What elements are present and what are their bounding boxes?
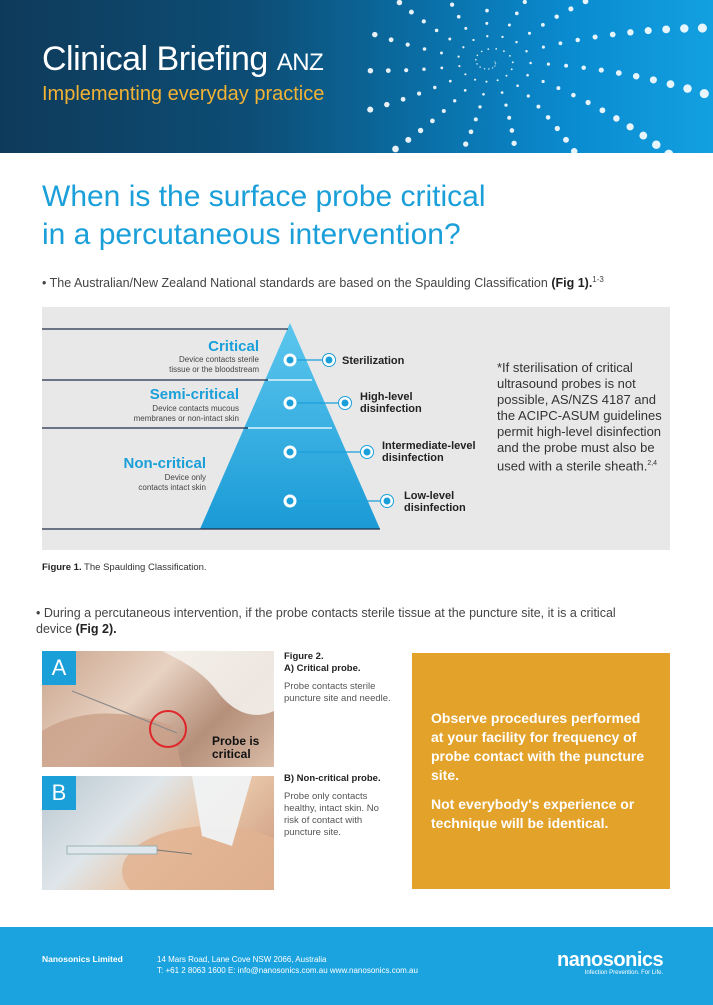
connector-1 — [284, 354, 336, 367]
figure-spaulding — [42, 307, 670, 550]
badge-b: B — [42, 776, 76, 810]
figure2-a-text: Figure 2. A) Critical probe. Probe contacts sterile puncture site and needle. — [284, 651, 391, 704]
level-critical-desc: Device contacts sterile tissue or the bloodstream — [169, 355, 259, 374]
header-title: Clinical Briefing ANZ — [42, 40, 324, 78]
badge-a: A — [42, 651, 76, 685]
callout-box: Observe procedures performed at your facility for frequency of probe contact with the puncture site. Not everybody's experience or technique will be identical. — [412, 653, 670, 889]
level-non-critical: Non-critical — [123, 455, 206, 472]
page-title: When is the surface probe critical in a percutaneous intervention? — [42, 180, 486, 251]
footer-address: 14 Mars Road, Lane Cove NSW 2066, Australia T: +61 2 8063 1600 E: info@nanosonics.com.au www.nanosonics.com.au — [157, 955, 418, 975]
header-banner — [0, 0, 713, 153]
nanosonics-logo: nanosonics Infection Prevention. For Life. — [557, 949, 664, 976]
probe-critical-label: Probe is critical — [212, 734, 260, 761]
level-critical: Critical — [208, 338, 259, 355]
method-sterilization: Sterilization — [342, 355, 405, 367]
level-semi-critical-desc: Device contacts mucous membranes or non-intact skin — [133, 404, 239, 423]
level-non-critical-desc: Device only contacts intact skin — [138, 473, 206, 492]
bullet-critical-device: • During a percutaneous intervention, if the probe contacts sterile tissue at the puncture site, it is a critical device (Fig 2). — [36, 606, 616, 636]
footer — [0, 927, 713, 1005]
figure1-caption: Figure 1. The Spaulding Classification. — [42, 562, 207, 573]
level-semi-critical: Semi-critical — [149, 386, 239, 403]
figure2-b-text: B) Non-critical probe. Probe only contacts healthy, intact skin. No risk of contact with puncture site. — [284, 773, 381, 838]
photo-non-critical-probe — [42, 776, 274, 890]
method-high-level: High-level disinfection — [360, 391, 422, 415]
sterilisation-note: *If sterilisation of critical ultrasound probes is not possible, AS/NZS 4187 and the ACIPC-ASUM guidelines permit high-level disinfection and the probe must also be used with a sterile sheath.$^{2,4}$ — [497, 360, 662, 474]
footer-company: Nanosonics Limited — [42, 954, 123, 964]
method-intermediate-level: Intermediate-level disinfection — [382, 440, 476, 464]
bullet-standards: • The Australian/New Zealand National standards are based on the Spaulding Classification (Fig 1).$^{1-3}$ — [42, 275, 604, 291]
photo-b-illustration — [42, 776, 274, 890]
photo-critical-probe — [42, 651, 274, 767]
method-low-level: Low-level disinfection — [404, 490, 466, 514]
header-subtitle: Implementing everyday practice — [42, 83, 325, 105]
